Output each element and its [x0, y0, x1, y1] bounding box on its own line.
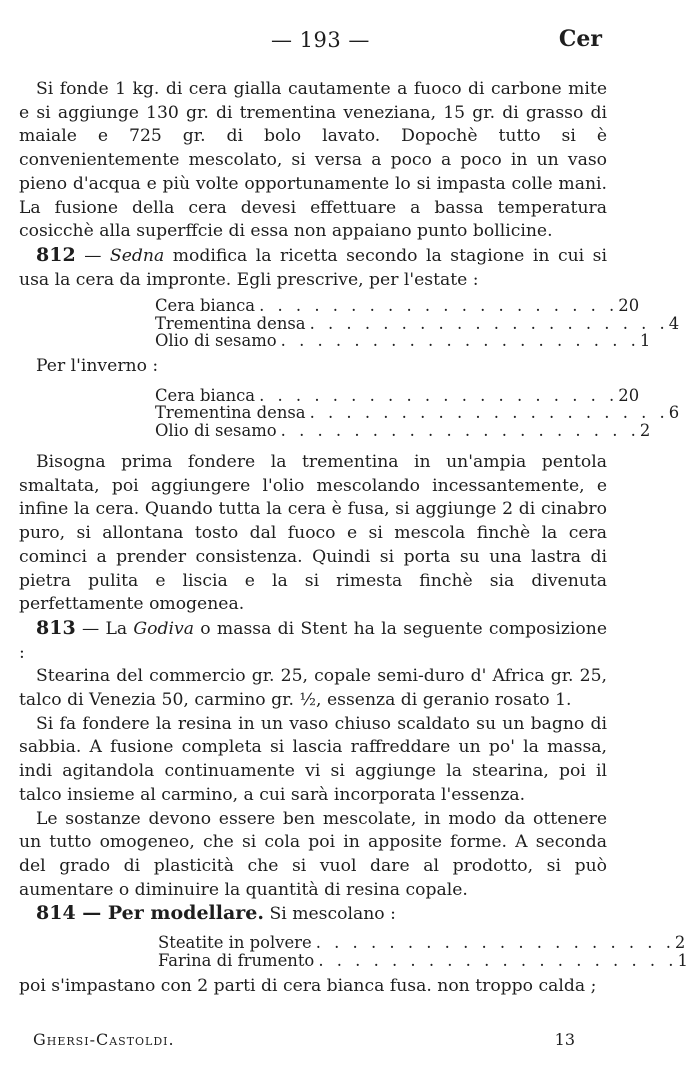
section-number-813: 813	[36, 616, 76, 639]
ingredient-name: Olio di sesamo	[155, 420, 277, 440]
ingredient-qty: 1	[639, 331, 651, 351]
ingredient-name: Cera bianca	[155, 385, 256, 405]
section-812	[19, 244, 607, 292]
recipe-row: Cera bianca . . . . . . . . . . . . . . . . . . . . 20	[155, 385, 640, 405]
ingredient-name: Farina di frumento	[158, 950, 315, 970]
section-813	[19, 617, 607, 665]
ingredient-qty: 2	[674, 933, 686, 953]
paragraph-bisogna: Bisogna prima fondere la trementina in un'ampia pentola smaltata, poi aggiungere l'olio mescolando incessantemente, e infine la cera. Quando tutta la cera è fusa, si aggiunge 2 di cinabro puro, si allontana tosto dal fuoco e si mescola finchè la cera cominci a prender consistenza. Quindi si porta su una lastra di pietra pulita e liscia e la si rimesta finchè sia divenuta perfettamente omogenea.	[19, 452, 607, 615]
recipe-row: Trementina densa . . . . . . . . . . . . . . . . . . . . 4	[155, 313, 680, 333]
section-dash: — La	[75, 618, 134, 639]
section-dash: —	[75, 245, 110, 266]
recipe-row: Farina di frumento . . . . . . . . . . . . . . . . . . . . 1	[158, 950, 688, 970]
ingredient-qty: 6	[668, 403, 680, 423]
page-header	[0, 26, 700, 56]
recipe-row: Olio di sesamo . . . . . . . . . . . . . . . . . . . . 2	[155, 420, 651, 440]
recipe-winter	[155, 385, 680, 440]
ingredient-name: Trementina densa	[155, 313, 306, 333]
ingredient-name: Cera bianca	[155, 296, 256, 316]
folio-number: 13	[554, 1030, 575, 1049]
winter-label: Per l'inverno :	[36, 355, 159, 376]
ingredient-name: Trementina densa	[155, 403, 306, 423]
ingredient-qty: 20	[618, 385, 640, 405]
ingredient-qty: 4	[668, 313, 680, 333]
section-title-814: — Per modellare.	[75, 902, 265, 925]
recipe-row: Trementina densa . . . . . . . . . . . . . . . . . . . . 6	[155, 403, 680, 423]
recipe-summer	[155, 296, 680, 351]
paragraph-cera-gialla: Si fonde 1 kg. di cera gialla cautamente a fuoco di carbone mite e si aggiunge 130 gr. di trementina veneziana, 15 gr. di grasso di maiale e 725 gr. di bolo lavato. Dopochè tutto si è convenientemente mescolato, si versa a poco a poco in un vaso pieno d'acqua e più volte opportunamente lo si impasta colle mani. La fusione della cera devesi effettuare a bassa temperatura cosicchè alla superffcie di essa non appaiano punto bollicine.	[19, 79, 607, 242]
ingredient-name: Olio di sesamo	[155, 331, 277, 351]
section-text-813: o massa di Stent ha la seguente composizione :	[19, 618, 607, 663]
recipe-modeling	[158, 933, 688, 970]
running-title: Cer	[558, 26, 602, 52]
signature-mark: Ghersi-Castoldi.	[33, 1030, 175, 1049]
paragraph-last: poi s'impastano con 2 parti di cera bianca fusa. non troppo calda ;	[19, 976, 597, 997]
ingredient-qty: 20	[618, 296, 640, 316]
paragraph-sostanze: Le sostanze devono essere ben mescolate, in modo da ottenere un tutto omogeneo, che si cola poi in apposite forme. A seconda del grado di plasticità che si vuol dare al prodotto, si può aumentare o diminuire la quantità di resina copale.	[19, 808, 607, 900]
ingredient-qty: 2	[639, 420, 651, 440]
recipe-row: Steatite in polvere . . . . . . . . . . . . . . . . . . . . 2	[158, 933, 686, 953]
recipe-row: Cera bianca . . . . . . . . . . . . . . . . . . . . 20	[155, 296, 640, 316]
page-number: — 193 —	[271, 28, 370, 52]
page-body	[19, 78, 688, 999]
section-814	[19, 902, 607, 927]
section-text-812: modifica la ricetta secondo la stagione in cui si usa la cera da impronte. Egli prescrive, per l'estate :	[19, 245, 607, 290]
product-name-godiva: Godiva	[133, 618, 194, 639]
paragraph-fondere: Si fa fondere la resina in un vaso chiuso scaldato su un bagno di sabbia. A fusione completa si lascia raffreddare un po' la massa, indi agitandola continuamente vi si aggiunge la stearina, poi il talco insieme al carmino, a cui sarà incorporata l'essenza.	[19, 713, 607, 805]
recipe-row: Olio di sesamo . . . . . . . . . . . . . . . . . . . . 1	[155, 331, 651, 351]
section-number-814: 814	[36, 902, 76, 925]
paragraph-stearina: Stearina del commercio gr. 25, copale semi-duro d' Africa gr. 25, talco di Venezia 50, carmino gr. ½, essenza di geranio rosato 1.	[19, 666, 607, 711]
section-text-814: Si mescolano :	[264, 904, 396, 925]
section-number-812: 812	[36, 243, 76, 266]
author-name-sedna: Sedna	[109, 245, 165, 266]
ingredient-name: Steatite in polvere	[158, 933, 312, 953]
ingredient-qty: 1	[677, 950, 688, 970]
